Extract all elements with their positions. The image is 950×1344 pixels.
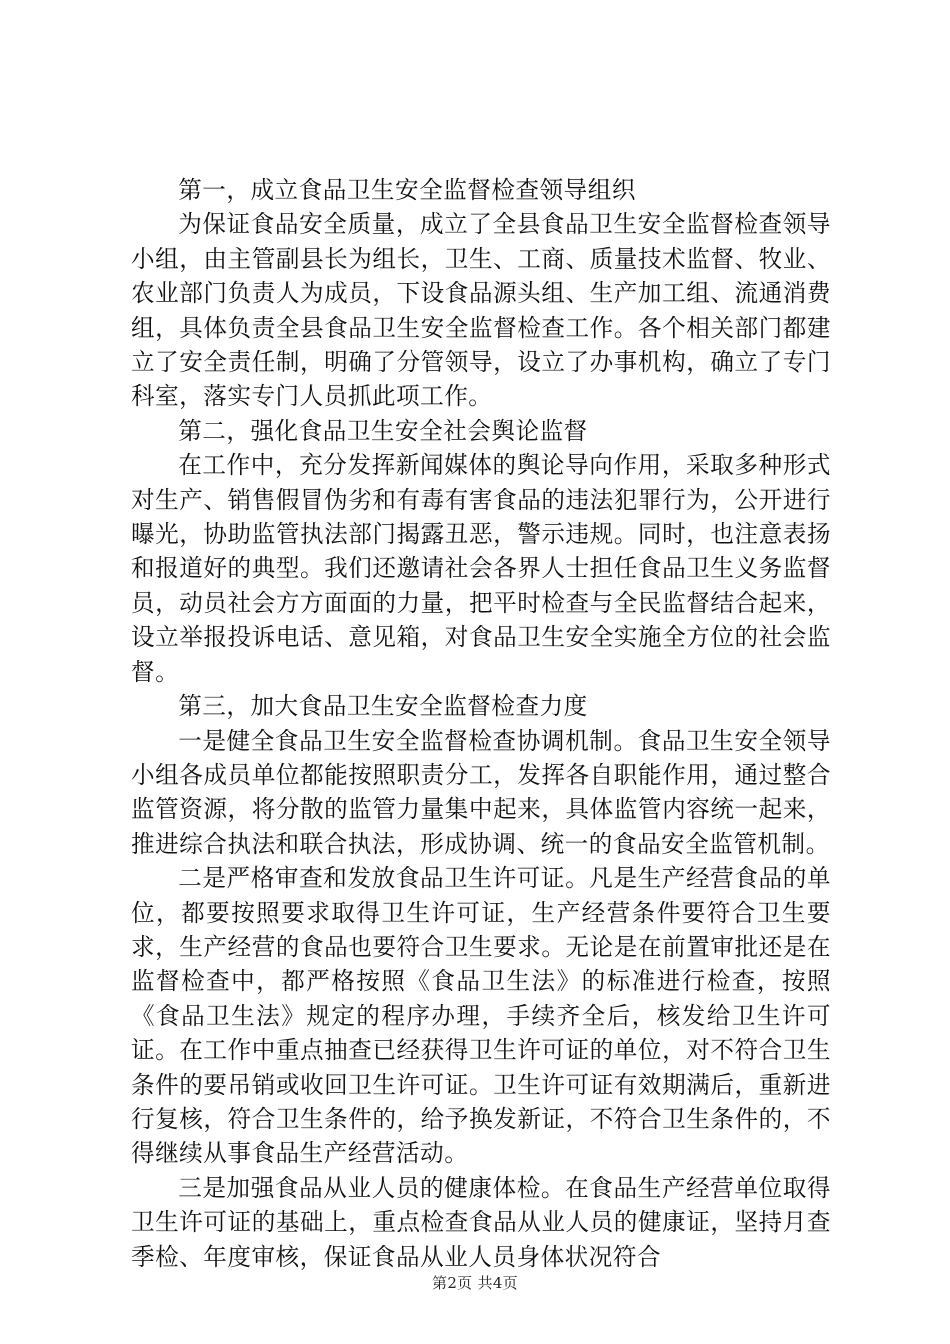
page-footer: 第2页 共4页 xyxy=(432,1274,518,1292)
paragraph: 三是加强食品从业人员的健康体检。在食品生产经营单位取得卫生许可证的基础上，重点检查食品从业人员的健康证，坚持月查季检、年度审核，保证食品从业人员身体状况符合 xyxy=(131,1173,831,1271)
paragraph: 二是严格审查和发放食品卫生许可证。凡是生产经营食品的单位，都要按照要求取得卫生许可证，生产经营条件要符合卫生要求，生产经营的食品也要符合卫生要求。无论是在前置审批还是在监督检查中，都严格按照《食品卫生法》的标准进行检查，按照《食品卫生法》规定的程序办理，手续齐全后，核发给卫生许可证。在工作中重点抽查已经获得卫生许可证的单位，对不符合卫生条件的要吊销或收回卫生许可证。卫生许可证有效期满后，重新进行复核，符合卫生条件的，给予换发新证，不符合卫生条件的，不得继续从事食品生产经营活动。 xyxy=(131,864,831,1168)
paragraph: 一是健全食品卫生安全监督检查协调机制。食品卫生安全领导小组各成员单位都能按照职责分工，发挥各自职能作用，通过整合监管资源，将分散的监管力量集中起来，具体监管内容统一起来，推进综合执法和联合执法，形成协调、统一的食品安全监管机制。 xyxy=(131,726,831,858)
section-heading-1: 第一，成立食品卫生安全监督检查领导组织 xyxy=(178,176,636,204)
paragraph: 在工作中，充分发挥新闻媒体的舆论导向作用，采取多种形式对生产、销售假冒伪劣和有毒有害食品的违法犯罪行为，公开进行曝光，协助监管执法部门揭露丑恶，警示违规。同时，也注意表扬和报道好的典型。我们还邀请社会各界人士担任食品卫生义务监督员，动员社会方方面面的力量，把平时检查与全民监督结合起来，设立举报投诉电话、意见箱，对食品卫生安全实施全方位的社会监督。 xyxy=(131,451,831,686)
document-body xyxy=(131,173,831,1274)
paragraph: 为保证食品安全质量，成立了全县食品卫生安全监督检查领导小组，由主管副县长为组长，卫生、工商、质量技术监督、牧业、农业部门负责人为成员，下设食品源头组、生产加工组、流通消费组，具体负责全县食品卫生安全监督检查工作。各个相关部门都建立了安全责任制，明确了分管领导，设立了办事机构，确立了专门科室，落实专门人员抓此项工作。 xyxy=(131,210,831,411)
section-heading-3: 第三，加大食品卫生安全监督检查力度 xyxy=(178,692,588,721)
section-heading-2: 第二，强化食品卫生安全社会舆论监督 xyxy=(178,416,588,445)
